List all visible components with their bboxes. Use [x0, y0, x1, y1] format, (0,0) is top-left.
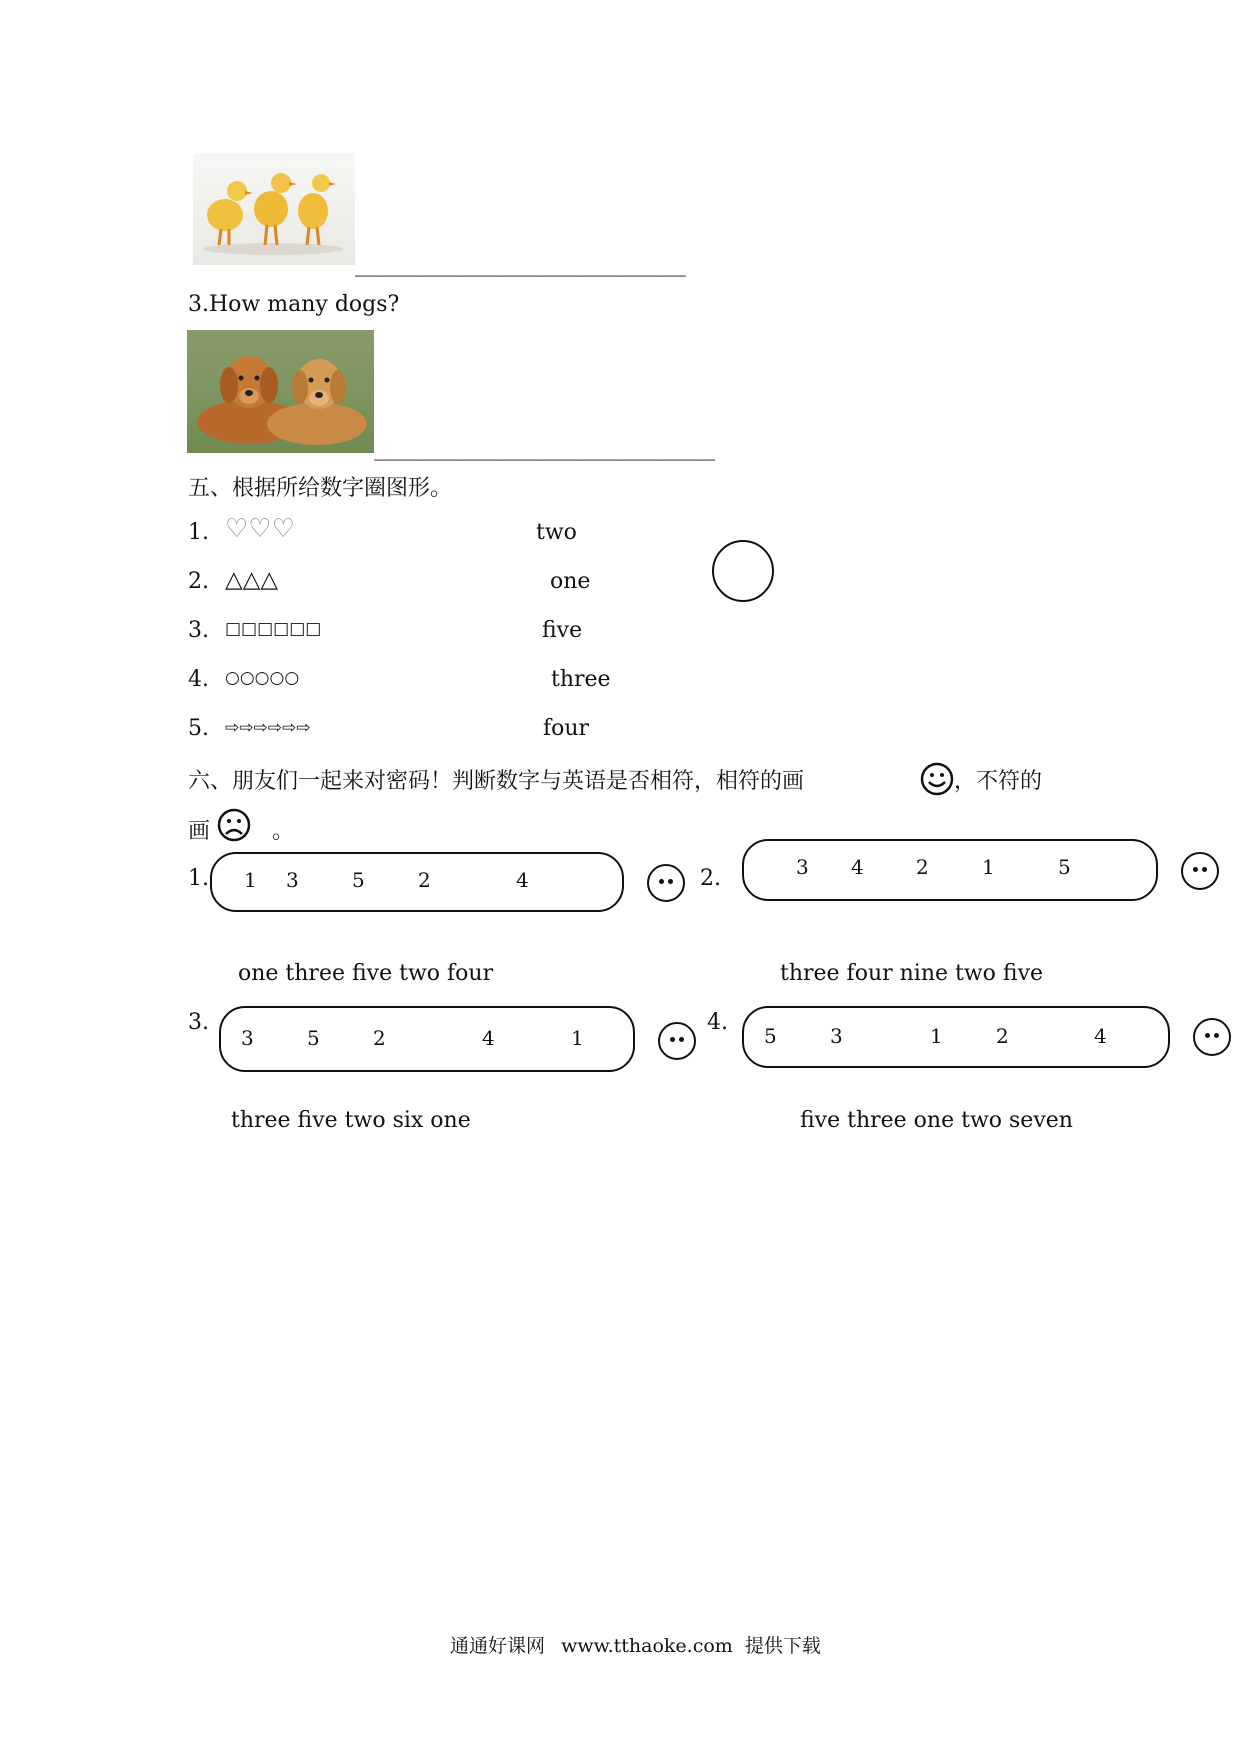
s5-item-2-number: 2.: [188, 569, 209, 594]
s5-item-1-number: 1.: [188, 520, 209, 545]
example-circle: [712, 540, 774, 602]
s6-item-1-words: one three five two four: [238, 961, 494, 986]
digit: 1: [930, 1024, 943, 1048]
s6-item-3-answer-face-icon[interactable]: [658, 1022, 696, 1060]
sad-face-icon: [217, 808, 251, 846]
digit: 3: [286, 868, 299, 892]
s6-item-3-digits-box: [219, 1006, 635, 1072]
s5-item-1-word: two: [536, 520, 577, 545]
s6-item-2-digits-box: [742, 839, 1158, 901]
digit: 4: [516, 868, 529, 892]
s6-item-4-words: five three one two seven: [800, 1108, 1073, 1133]
answer-line-ducks[interactable]: _________________________________: [355, 252, 685, 277]
digit: 5: [764, 1024, 777, 1048]
digit: 3: [796, 855, 809, 879]
digit: 2: [916, 855, 929, 879]
s5-item-5-word: four: [543, 716, 590, 741]
s6-item-3-words: three five two six one: [231, 1108, 471, 1133]
s5-item-5-shapes[interactable]: ⇨⇨⇨⇨⇨⇨: [225, 718, 311, 738]
answer-line-dogs[interactable]: __________________________________: [374, 436, 714, 461]
footer-suffix: 提供下载: [744, 1635, 821, 1657]
footer: [450, 1631, 821, 1658]
s6-item-3-label: 3.: [188, 1010, 209, 1035]
s5-item-4-shapes[interactable]: ○○○○○: [225, 668, 300, 688]
digit: 3: [241, 1026, 254, 1050]
s5-item-3-word: five: [542, 618, 583, 643]
digit: 2: [373, 1026, 386, 1050]
digit: 4: [482, 1026, 495, 1050]
digit: 5: [307, 1026, 320, 1050]
section-6-title-b: ，不符的: [954, 769, 1043, 794]
digit: 5: [1058, 855, 1071, 879]
s6-item-2-label: 2.: [700, 866, 721, 891]
s6-item-4-digits-box: [742, 1006, 1170, 1068]
section-6-title-a: 六、朋友们一起来对密码！判断数字与英语是否相符，相符的画: [188, 769, 805, 794]
s5-item-3-shapes[interactable]: □□□□□□: [225, 619, 322, 639]
s5-item-4-word: three: [551, 667, 611, 692]
s5-item-1-shapes[interactable]: ♡♡♡: [225, 514, 295, 544]
digit: 4: [851, 855, 864, 879]
digit: 5: [352, 868, 365, 892]
section-6-title-c: 画: [188, 819, 211, 844]
digit: 1: [244, 868, 257, 892]
digit: 3: [830, 1024, 843, 1048]
s6-item-1-digits-box: [210, 852, 624, 912]
smile-face-icon: [920, 762, 954, 800]
digit: 4: [1094, 1024, 1107, 1048]
digit: 2: [996, 1024, 1009, 1048]
s5-item-3-number: 3.: [188, 618, 209, 643]
digit: 1: [982, 855, 995, 879]
s6-item-4-label: 4.: [707, 1010, 728, 1035]
ducklings-photo: [193, 153, 355, 265]
s6-item-2-words: three four nine two five: [780, 961, 1044, 986]
section-5-title: 五、根据所给数字圈图形。: [188, 476, 453, 501]
footer-site-name: 通通好课网: [450, 1635, 546, 1657]
footer-url[interactable]: www.tthaoke.com: [561, 1635, 733, 1657]
s6-item-4-answer-face-icon[interactable]: [1193, 1018, 1231, 1056]
question-3-title: 3.How many dogs?: [188, 292, 400, 317]
section-6-title-d: 。: [272, 819, 295, 844]
digit: 2: [418, 868, 431, 892]
s6-item-1-label: 1.: [188, 866, 209, 891]
s5-item-2-word: one: [550, 569, 591, 594]
s5-item-4-number: 4.: [188, 667, 209, 692]
s5-item-2-shapes[interactable]: △△△: [225, 567, 279, 593]
s6-item-2-answer-face-icon[interactable]: [1181, 852, 1219, 890]
s6-item-1-answer-face-icon[interactable]: [647, 864, 685, 902]
s5-item-5-number: 5.: [188, 716, 209, 741]
dogs-photo: [187, 330, 374, 453]
digit: 1: [571, 1026, 584, 1050]
